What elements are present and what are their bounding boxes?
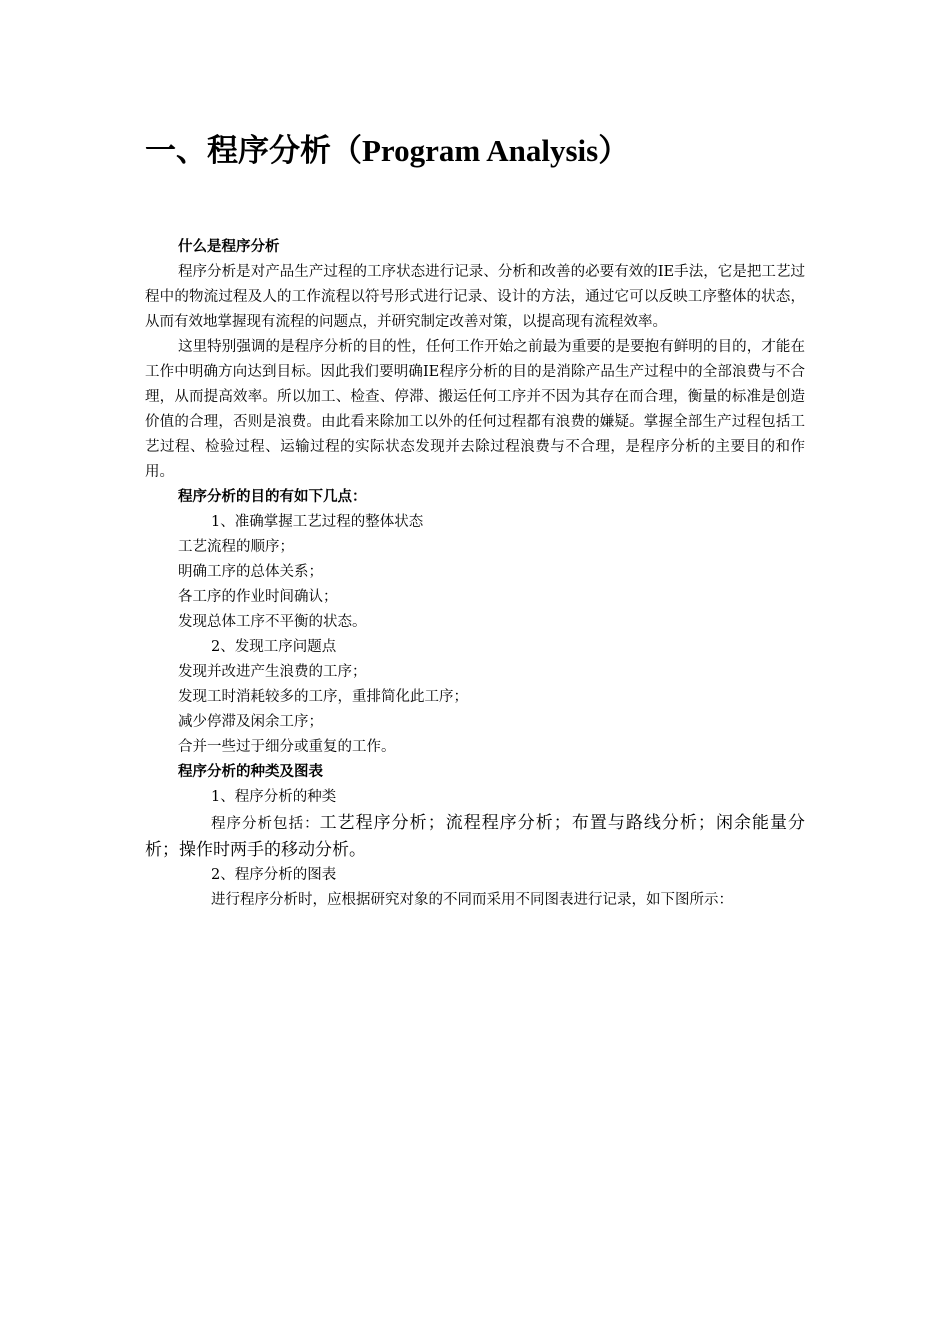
subheading-purpose-2: 2、发现工序问题点 <box>211 639 337 655</box>
paragraph-definition: 程序分析是对产品生产过程的工序状态进行记录、分析和改善的必要有效的IE手法，它是把工艺过程中的物流过程及人的工作流程以符号形式进行记录、设计的方法，通过它可以反映工序整体的状态，从而有效地掌握现有流程的问题点，并研究制定改善对策，以提高现有流程效率。 <box>145 264 805 330</box>
page-title <box>145 128 629 174</box>
subheading-types-1: 1、程序分析的种类 <box>211 789 337 805</box>
list-item: 明确工序的总体关系； <box>178 564 323 580</box>
subheading-types-2: 2、程序分析的图表 <box>211 867 337 883</box>
types-text: 工艺程序分析；流程程序分析；布置与路线分析；闲余能量分析；操作时两手的移动分析。 <box>145 813 806 860</box>
list-item: 发现总体工序不平衡的状态。 <box>178 614 367 630</box>
section-heading-purpose: 程序分析的目的有如下几点： <box>178 489 367 505</box>
title-suffix: ） <box>598 133 630 169</box>
paragraph-purpose-emphasis: 这里特别强调的是程序分析的目的性，任何工作开始之前最为重要的是要抱有鲜明的目的，才能在工作中明确方向达到目标。因此我们要明确IE程序分析的目的是消除产品生产过程中的全部浪费与不合理，从而提高效率。所以加工、检查、停滞、搬运任何工序并不因为其存在而合理，衡量的标准是创造价值的合理，否则是浪费。由此看来除加工以外的任何过程都有浪费的嫌疑。掌握全部生产过程包括工艺过程、检验过程、运输过程的实际状态发现并去除过程浪费与不合理，是程序分析的主要目的和作用。 <box>145 339 805 480</box>
list-item: 发现并改进产生浪费的工序； <box>178 664 367 680</box>
list-item: 合并一些过于细分或重复的工作。 <box>178 739 396 755</box>
paragraph-types <box>145 810 805 863</box>
list-item: 发现工时消耗较多的工序，重排简化此工序； <box>178 689 468 705</box>
paragraph-charts: 进行程序分析时，应根据研究对象的不同而采用不同图表进行记录，如下图所示： <box>211 892 733 908</box>
section-heading-what: 什么是程序分析 <box>178 239 280 255</box>
title-prefix: 一、程序分析（ <box>145 133 362 169</box>
subheading-purpose-1: 1、准确掌握工艺过程的整体状态 <box>211 514 424 530</box>
list-item: 工艺流程的顺序； <box>178 539 294 555</box>
list-item: 各工序的作业时间确认； <box>178 589 338 605</box>
title-latin: Program Analysis <box>362 133 599 168</box>
list-item: 减少停滞及闲余工序； <box>178 714 323 730</box>
section-heading-types: 程序分析的种类及图表 <box>178 764 323 780</box>
document-body <box>145 235 805 913</box>
types-lead: 程序分析包括： <box>211 816 320 832</box>
